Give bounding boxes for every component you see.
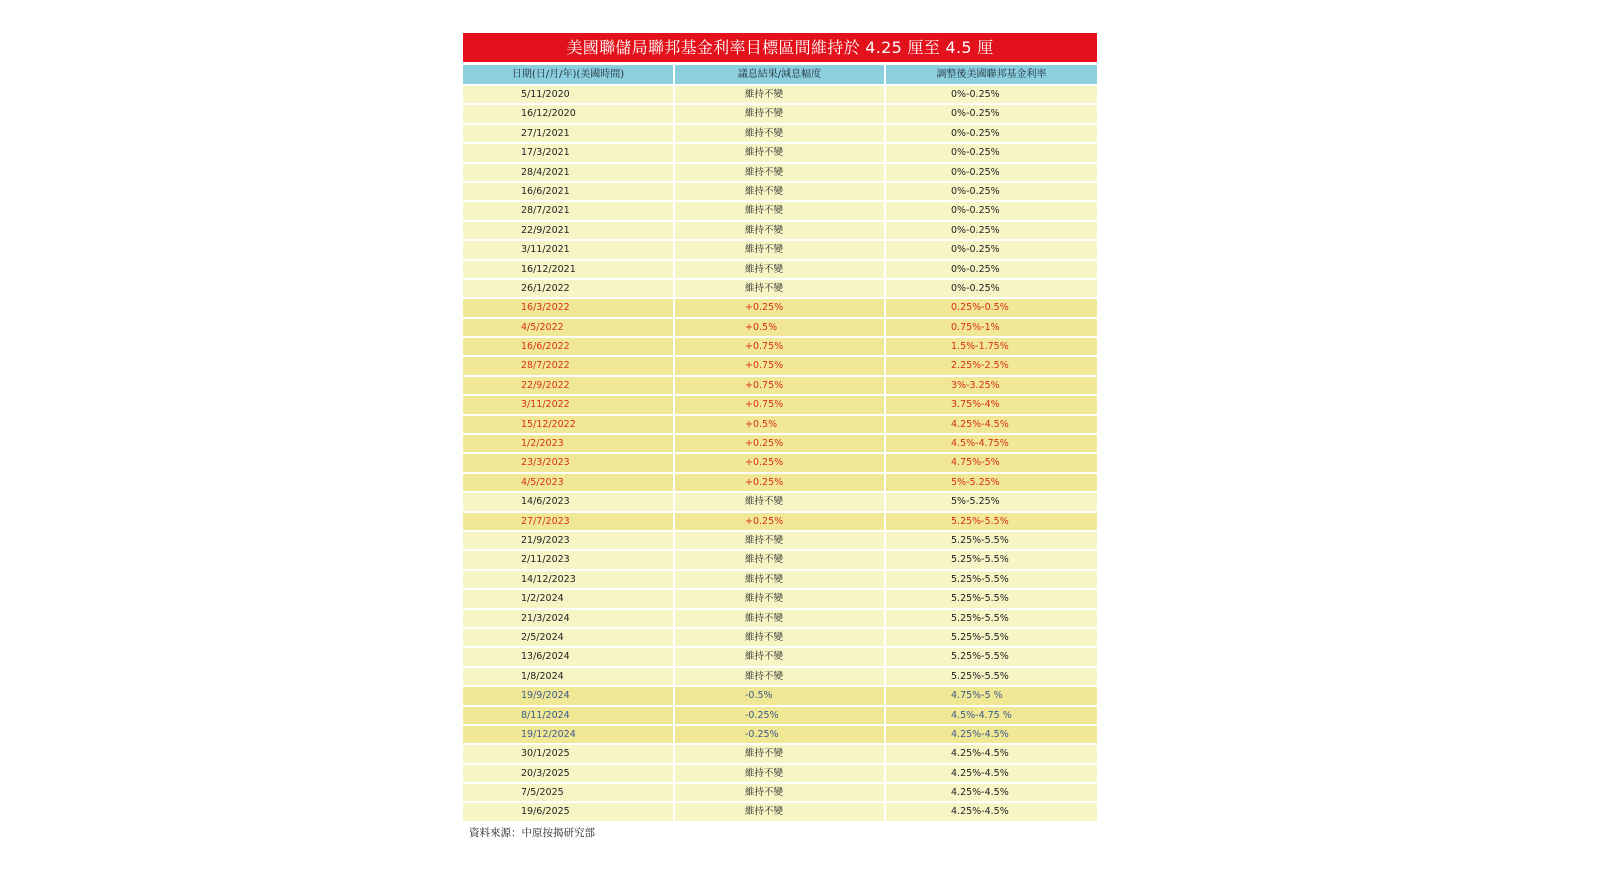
table-row [463,319,1097,336]
cell-decision: 維持不變 [675,765,884,782]
cell-date: 13/6/2024 [463,648,673,665]
cell-rate: 0%-0.25% [886,164,1097,181]
cell-rate: 5.25%-5.5% [886,648,1097,665]
cell-date: 21/9/2023 [463,532,673,549]
table-row [463,590,1097,607]
cell-decision: 維持不變 [675,202,884,219]
cell-rate: 4.75%-5% [886,454,1097,471]
cell-decision: 維持不變 [675,144,884,161]
cell-date: 16/6/2021 [463,183,673,200]
table-row [463,416,1097,433]
table-row [463,532,1097,549]
cell-date: 2/5/2024 [463,629,673,646]
cell-decision: +0.25% [675,435,884,452]
cell-date: 1/2/2023 [463,435,673,452]
cell-rate: 4.25%-4.5% [886,784,1097,801]
table-row [463,164,1097,181]
cell-date: 14/12/2023 [463,571,673,588]
table-row [463,396,1097,413]
cell-date: 2/11/2023 [463,551,673,568]
cell-date: 19/6/2025 [463,803,673,820]
cell-date: 15/12/2022 [463,416,673,433]
table-row [463,668,1097,685]
cell-date: 28/7/2022 [463,357,673,374]
table-row [463,784,1097,801]
cell-rate: 5%-5.25% [886,474,1097,491]
header-rate: 調整後美國聯邦基金利率 [886,65,1097,84]
cell-rate: 0%-0.25% [886,222,1097,239]
cell-decision: 維持不變 [675,125,884,142]
cell-decision: 維持不變 [675,261,884,278]
cell-date: 23/3/2023 [463,454,673,471]
cell-decision: +0.25% [675,454,884,471]
cell-rate: 4.25%-4.5% [886,416,1097,433]
table-row [463,648,1097,665]
cell-rate: 0.75%-1% [886,319,1097,336]
cell-rate: 4.25%-4.5% [886,745,1097,762]
cell-decision: 維持不變 [675,610,884,627]
table-row [463,474,1097,491]
cell-rate: 3.75%-4% [886,396,1097,413]
cell-date: 19/9/2024 [463,687,673,704]
cell-rate: 4.5%-4.75% [886,435,1097,452]
cell-rate: 4.5%-4.75 % [886,707,1097,724]
header-decision: 議息結果/減息幅度 [675,65,884,84]
table-row [463,687,1097,704]
cell-rate: 2.25%-2.5% [886,357,1097,374]
cell-decision: +0.75% [675,357,884,374]
table-body [463,86,1097,821]
table-row [463,745,1097,762]
cell-date: 19/12/2024 [463,726,673,743]
rate-table [463,33,1097,823]
table-row [463,707,1097,724]
cell-date: 16/12/2021 [463,261,673,278]
cell-rate: 0%-0.25% [886,241,1097,258]
cell-rate: 0%-0.25% [886,280,1097,297]
cell-decision: 維持不變 [675,784,884,801]
cell-date: 14/6/2023 [463,493,673,510]
cell-rate: 4.75%-5 % [886,687,1097,704]
cell-decision: +0.25% [675,299,884,316]
cell-decision: 維持不變 [675,86,884,103]
cell-date: 4/5/2022 [463,319,673,336]
cell-date: 16/6/2022 [463,338,673,355]
cell-rate: 1.5%-1.75% [886,338,1097,355]
table-title: 美國聯儲局聯邦基金利率目標區間維持於 4.25 厘至 4.5 厘 [463,33,1097,62]
cell-rate: 0%-0.25% [886,183,1097,200]
cell-decision: 維持不變 [675,105,884,122]
table-row [463,765,1097,782]
cell-decision: 維持不變 [675,280,884,297]
table-row [463,435,1097,452]
cell-date: 16/12/2020 [463,105,673,122]
cell-decision: 維持不變 [675,532,884,549]
table-row [463,261,1097,278]
table-row [463,144,1097,161]
cell-rate: 5.25%-5.5% [886,551,1097,568]
cell-decision: 維持不變 [675,571,884,588]
table-row [463,280,1097,297]
cell-rate: 4.25%-4.5% [886,726,1097,743]
cell-rate: 5.25%-5.5% [886,668,1097,685]
cell-rate: 4.25%-4.5% [886,803,1097,820]
cell-decision: 維持不變 [675,493,884,510]
table-row [463,513,1097,530]
table-row [463,726,1097,743]
table-row [463,803,1097,820]
table-row [463,241,1097,258]
cell-decision: 維持不變 [675,183,884,200]
cell-rate: 0.25%-0.5% [886,299,1097,316]
cell-date: 22/9/2022 [463,377,673,394]
table-header [463,65,1097,84]
table-row [463,222,1097,239]
cell-decision: -0.25% [675,726,884,743]
cell-rate: 5.25%-5.5% [886,532,1097,549]
table-row [463,86,1097,103]
cell-decision: 維持不變 [675,668,884,685]
table-row [463,493,1097,510]
cell-rate: 5%-5.25% [886,493,1097,510]
cell-date: 28/4/2021 [463,164,673,181]
cell-date: 8/11/2024 [463,707,673,724]
cell-rate: 5.25%-5.5% [886,513,1097,530]
cell-decision: 維持不變 [675,551,884,568]
cell-decision: 維持不變 [675,745,884,762]
cell-date: 27/1/2021 [463,125,673,142]
cell-rate: 0%-0.25% [886,261,1097,278]
cell-decision: +0.75% [675,338,884,355]
table-row [463,551,1097,568]
cell-decision: +0.5% [675,416,884,433]
cell-decision: +0.75% [675,396,884,413]
table-row [463,125,1097,142]
table-row [463,357,1097,374]
cell-rate: 0%-0.25% [886,125,1097,142]
cell-decision: 維持不變 [675,241,884,258]
cell-date: 28/7/2021 [463,202,673,219]
cell-decision: -0.5% [675,687,884,704]
cell-decision: 維持不變 [675,803,884,820]
cell-date: 22/9/2021 [463,222,673,239]
table-row [463,202,1097,219]
source-note: 資料來源：中原按揭研究部 [469,827,595,839]
cell-date: 20/3/2025 [463,765,673,782]
cell-date: 7/5/2025 [463,784,673,801]
cell-rate: 0%-0.25% [886,144,1097,161]
cell-date: 21/3/2024 [463,610,673,627]
cell-decision: 維持不變 [675,590,884,607]
cell-date: 26/1/2022 [463,280,673,297]
cell-date: 3/11/2021 [463,241,673,258]
table-row [463,454,1097,471]
cell-rate: 0%-0.25% [886,86,1097,103]
table-row [463,299,1097,316]
cell-decision: +0.5% [675,319,884,336]
cell-date: 17/3/2021 [463,144,673,161]
cell-rate: 5.25%-5.5% [886,610,1097,627]
cell-rate: 3%-3.25% [886,377,1097,394]
cell-decision: 維持不變 [675,629,884,646]
table-row [463,338,1097,355]
table-row [463,105,1097,122]
cell-decision: 維持不變 [675,222,884,239]
cell-decision: 維持不變 [675,648,884,665]
cell-decision: +0.25% [675,474,884,491]
cell-date: 1/8/2024 [463,668,673,685]
cell-date: 1/2/2024 [463,590,673,607]
cell-rate: 5.25%-5.5% [886,629,1097,646]
cell-decision: -0.25% [675,707,884,724]
cell-rate: 5.25%-5.5% [886,571,1097,588]
table-row [463,377,1097,394]
cell-date: 4/5/2023 [463,474,673,491]
cell-rate: 4.25%-4.5% [886,765,1097,782]
table-row [463,629,1097,646]
cell-decision: 維持不變 [675,164,884,181]
table-row [463,183,1097,200]
cell-date: 27/7/2023 [463,513,673,530]
table-row [463,610,1097,627]
cell-decision: +0.75% [675,377,884,394]
header-date: 日期(日/月/年)(美國時間) [463,65,673,84]
cell-date: 3/11/2022 [463,396,673,413]
cell-decision: +0.25% [675,513,884,530]
cell-date: 5/11/2020 [463,86,673,103]
cell-rate: 0%-0.25% [886,105,1097,122]
table-row [463,571,1097,588]
cell-rate: 0%-0.25% [886,202,1097,219]
cell-date: 16/3/2022 [463,299,673,316]
cell-date: 30/1/2025 [463,745,673,762]
cell-rate: 5.25%-5.5% [886,590,1097,607]
